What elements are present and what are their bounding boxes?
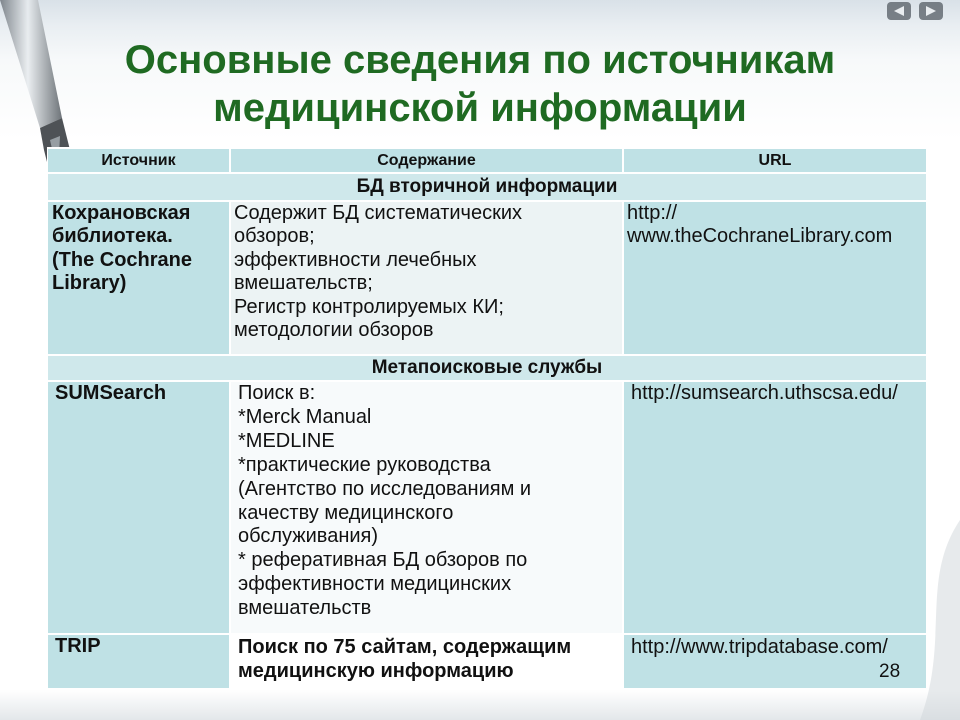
cochrane-source-line: Library) <box>52 272 127 295</box>
slide-title <box>0 36 960 132</box>
title-line-1: Основные сведения по источникам <box>124 38 836 82</box>
title-line-2: медицинской информации <box>213 86 747 130</box>
cochrane-source <box>48 202 229 354</box>
trip-source: TRIP <box>48 635 229 688</box>
sumsearch-content-line: *практические руководства <box>238 453 491 476</box>
header-source: Источник <box>48 149 229 172</box>
sumsearch-content-line: Поиск в: <box>238 382 316 404</box>
trip-content-line: медицинскую информацию <box>238 659 514 682</box>
sumsearch-content-line: вмешательств <box>238 597 372 620</box>
trip-url-link[interactable]: http://www.tripdatabase.com/ <box>631 636 888 658</box>
cochrane-content-line: методологии обзоров <box>234 319 434 342</box>
sumsearch-url-cell <box>624 382 926 633</box>
sumsearch-content-line: (Агентство по исследованиям и <box>238 477 532 500</box>
cochrane-url-line[interactable]: www.theCochraneLibrary.com <box>627 225 893 248</box>
sumsearch-source: SUMSearch <box>48 382 229 633</box>
cochrane-url-line[interactable]: http:// <box>627 202 678 224</box>
arrow-icon <box>885 0 960 24</box>
cochrane-url-cell <box>624 202 926 354</box>
sumsearch-content <box>231 382 622 633</box>
section-secondary-db: БД вторичной информации <box>48 174 926 200</box>
section-metasearch: Метапоисковые службы <box>48 356 926 380</box>
header-url: URL <box>624 149 926 172</box>
cochrane-url-link[interactable] <box>627 202 926 249</box>
header-content: Содержание <box>231 149 622 172</box>
cochrane-content-line: Содержит БД систематических <box>234 202 522 224</box>
trip-content <box>231 635 622 688</box>
sumsearch-content-line: качеству медицинского <box>238 501 454 524</box>
sumsearch-content-line: *MEDLINE <box>238 429 335 452</box>
cochrane-content-line: вмешательств; <box>234 272 373 295</box>
sumsearch-content-line: обслуживания) <box>238 525 379 548</box>
trip-content-line: Поиск по 75 сайтам, содержащим <box>238 636 572 658</box>
sumsearch-content-line: эффективности медицинских <box>238 573 512 596</box>
cochrane-content-line: Регистр контролируемых КИ; <box>234 295 504 318</box>
page-number: 28 <box>879 661 901 682</box>
cochrane-content-line: эффективности лечебных <box>234 248 477 271</box>
cochrane-source-line: (The Cochrane <box>52 248 193 271</box>
sumsearch-url-link[interactable]: http://sumsearch.uthscsa.edu/ <box>631 382 898 404</box>
sumsearch-content-line: *Merck Manual <box>238 405 372 428</box>
cochrane-source-line: Кохрановская <box>52 202 191 224</box>
cochrane-content <box>231 202 622 354</box>
cochrane-source-line: библиотека. <box>52 225 173 248</box>
sumsearch-content-line: * реферативная БД обзоров по <box>238 549 528 572</box>
cochrane-content-line: обзоров; <box>234 225 315 248</box>
